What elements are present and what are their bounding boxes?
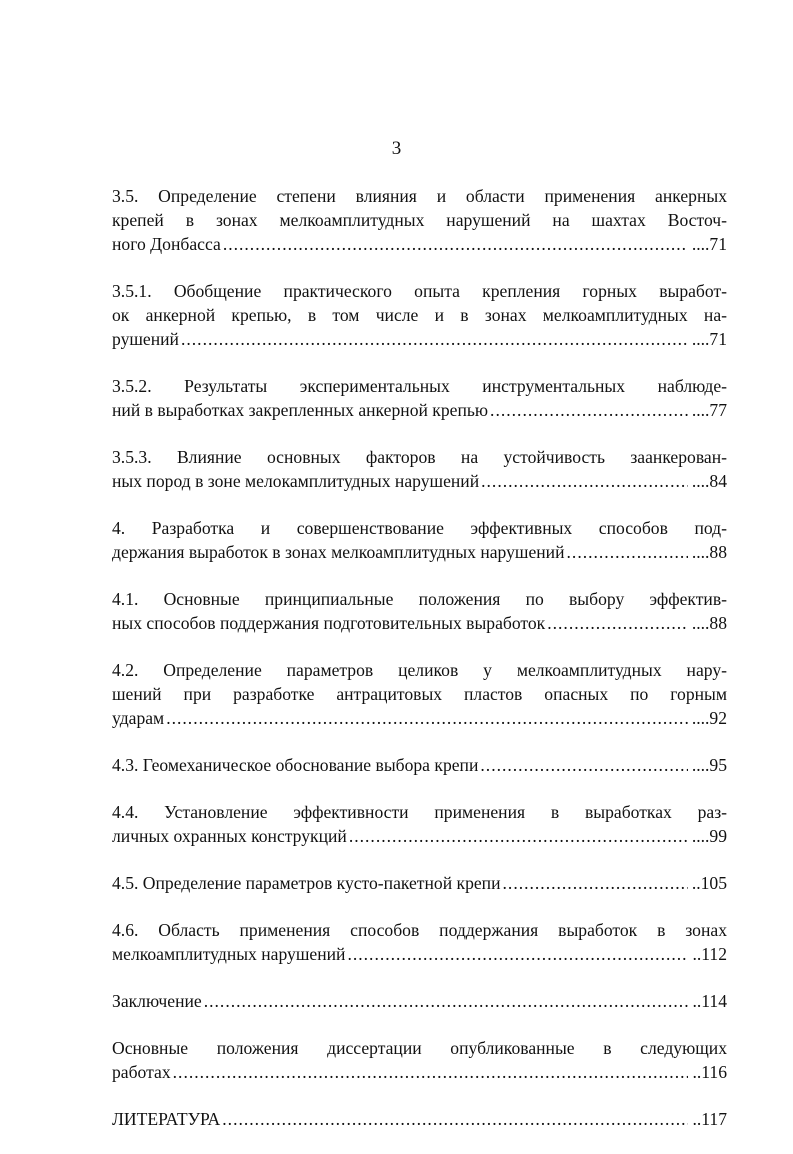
toc-entry-line: 4. Разработка и совершенствование эффективных способов под- bbox=[112, 518, 727, 538]
toc-page-number: ..117 bbox=[692, 1109, 727, 1129]
dot-leader bbox=[490, 398, 688, 422]
toc-entry-text: держания выработок в зонах мелкоамплитудных нарушений bbox=[112, 542, 565, 562]
toc-entry-last-line bbox=[112, 871, 727, 895]
toc-entry-4-2[interactable] bbox=[112, 658, 727, 730]
toc-entry-last-line bbox=[112, 232, 727, 256]
toc-entry-last-line bbox=[112, 753, 727, 777]
toc-entry-text: Заключение bbox=[112, 991, 202, 1011]
dot-leader bbox=[547, 611, 688, 635]
toc-page-number: ....88 bbox=[691, 542, 727, 562]
toc-entry-text: ний в выработках закрепленных анкерной крепью bbox=[112, 400, 489, 420]
toc-entry-4-3[interactable] bbox=[112, 753, 727, 777]
toc-entry-line: 4.6. Область применения способов поддержания выработок в зонах bbox=[112, 920, 727, 940]
toc-page-number: ..114 bbox=[692, 991, 727, 1011]
dot-leader bbox=[480, 753, 687, 777]
toc-page-number: ....84 bbox=[691, 471, 727, 491]
toc-entry-last-line bbox=[112, 540, 727, 564]
toc-entry-3-5-3[interactable] bbox=[112, 445, 727, 493]
toc-page-number: ..112 bbox=[692, 944, 727, 964]
toc-entry-line: 3.5.2. Результаты экспериментальных инструментальных наблюде- bbox=[112, 376, 727, 396]
toc-entry-line: 3.5.1. Обобщение практического опыта крепления горных выработ- bbox=[112, 281, 727, 301]
toc-page-number: ....77 bbox=[691, 400, 727, 420]
toc-entry-4-5[interactable] bbox=[112, 871, 727, 895]
dot-leader bbox=[204, 989, 689, 1013]
toc-entry-3-5[interactable] bbox=[112, 184, 727, 256]
toc-page-number: ....99 bbox=[691, 826, 727, 846]
toc-entry-4-4[interactable] bbox=[112, 800, 727, 848]
toc-entry-last-line bbox=[112, 824, 727, 848]
toc-entry-conclusion[interactable] bbox=[112, 989, 727, 1013]
toc-entry-3-5-2[interactable] bbox=[112, 374, 727, 422]
toc-entry-last-line bbox=[112, 469, 727, 493]
toc-entry-text: 4.3. Геомеханическое обоснование выбора крепи bbox=[112, 755, 479, 775]
toc-entry-text: рушений bbox=[112, 329, 179, 349]
toc-entry-last-line bbox=[112, 398, 727, 422]
toc-entry-last-line bbox=[112, 942, 727, 966]
toc-entry-text: ных пород в зоне мелокамплитудных нарушений bbox=[112, 471, 480, 491]
dot-leader bbox=[173, 1060, 689, 1084]
dot-leader bbox=[481, 469, 688, 493]
toc-entry-text: ударам bbox=[112, 708, 165, 728]
page-number: 3 bbox=[391, 138, 402, 159]
toc-entry-line: Основные положения диссертации опубликованные в следующих bbox=[112, 1038, 727, 1058]
toc-entry-line: 4.4. Установление эффективности применения в выработках раз- bbox=[112, 802, 727, 822]
toc-page-number: ..116 bbox=[692, 1062, 727, 1082]
toc-entry-line: 3.5.3. Влияние основных факторов на устойчивость заанкерован- bbox=[112, 447, 727, 467]
dot-leader bbox=[503, 871, 688, 895]
dot-leader bbox=[222, 1107, 688, 1131]
toc-entry-text: личных охранных конструкций bbox=[112, 826, 347, 846]
toc-entry-last-line bbox=[112, 706, 727, 730]
toc-page-number: ....71 bbox=[691, 329, 727, 349]
toc-entry-text: ного Донбасса bbox=[112, 234, 221, 254]
toc-entry-line: 4.2. Определение параметров целиков у мелкоамплитудных нару- bbox=[112, 660, 727, 680]
toc-entry-last-line bbox=[112, 1060, 727, 1084]
toc-entry-text: мелкоамплитудных нарушений bbox=[112, 944, 346, 964]
toc-entry-last-line bbox=[112, 611, 727, 635]
toc-entry-text: 4.5. Определение параметров кусто-пакетной крепи bbox=[112, 873, 501, 893]
toc-entry-line: ок анкерной крепью, в том числе и в зонах мелкоамплитудных на- bbox=[112, 305, 727, 325]
toc-page-number: ....71 bbox=[691, 234, 727, 254]
dot-leader bbox=[166, 706, 688, 730]
toc-entry-line: 3.5. Определение степени влияния и области применения анкерных bbox=[112, 186, 727, 206]
toc-entry-text: работах bbox=[112, 1062, 171, 1082]
toc-entry-3-5-1[interactable] bbox=[112, 279, 727, 351]
toc-entry-last-line bbox=[112, 327, 727, 351]
toc-page-number: ....95 bbox=[691, 755, 727, 775]
dot-leader bbox=[567, 540, 688, 564]
dot-leader bbox=[181, 327, 688, 351]
toc-page-number: ....88 bbox=[691, 613, 727, 633]
toc-entry-text: ЛИТЕРАТУРА bbox=[112, 1109, 221, 1129]
toc-entry-publications[interactable] bbox=[112, 1036, 727, 1084]
dot-leader bbox=[347, 942, 688, 966]
table-of-contents bbox=[112, 184, 727, 1154]
dot-leader bbox=[349, 824, 688, 848]
toc-entry-line: шений при разработке антрацитовых пластов опасных по горным bbox=[112, 684, 727, 704]
toc-entry-4-6[interactable] bbox=[112, 918, 727, 966]
toc-entry-line: крепей в зонах мелкоамплитудных нарушений на шахтах Восточ- bbox=[112, 210, 727, 230]
toc-entry-line: 4.1. Основные принципиальные положения по выбору эффектив- bbox=[112, 589, 727, 609]
toc-page-number: ..105 bbox=[691, 873, 727, 893]
toc-entry-last-line bbox=[112, 989, 727, 1013]
toc-entry-4-1[interactable] bbox=[112, 587, 727, 635]
toc-entry-literature[interactable] bbox=[112, 1107, 727, 1131]
toc-entry-4[interactable] bbox=[112, 516, 727, 564]
toc-page-number: ....92 bbox=[691, 708, 727, 728]
toc-entry-text: ных способов поддержания подготовительных выработок bbox=[112, 613, 546, 633]
dot-leader bbox=[223, 232, 688, 256]
toc-entry-last-line bbox=[112, 1107, 727, 1131]
